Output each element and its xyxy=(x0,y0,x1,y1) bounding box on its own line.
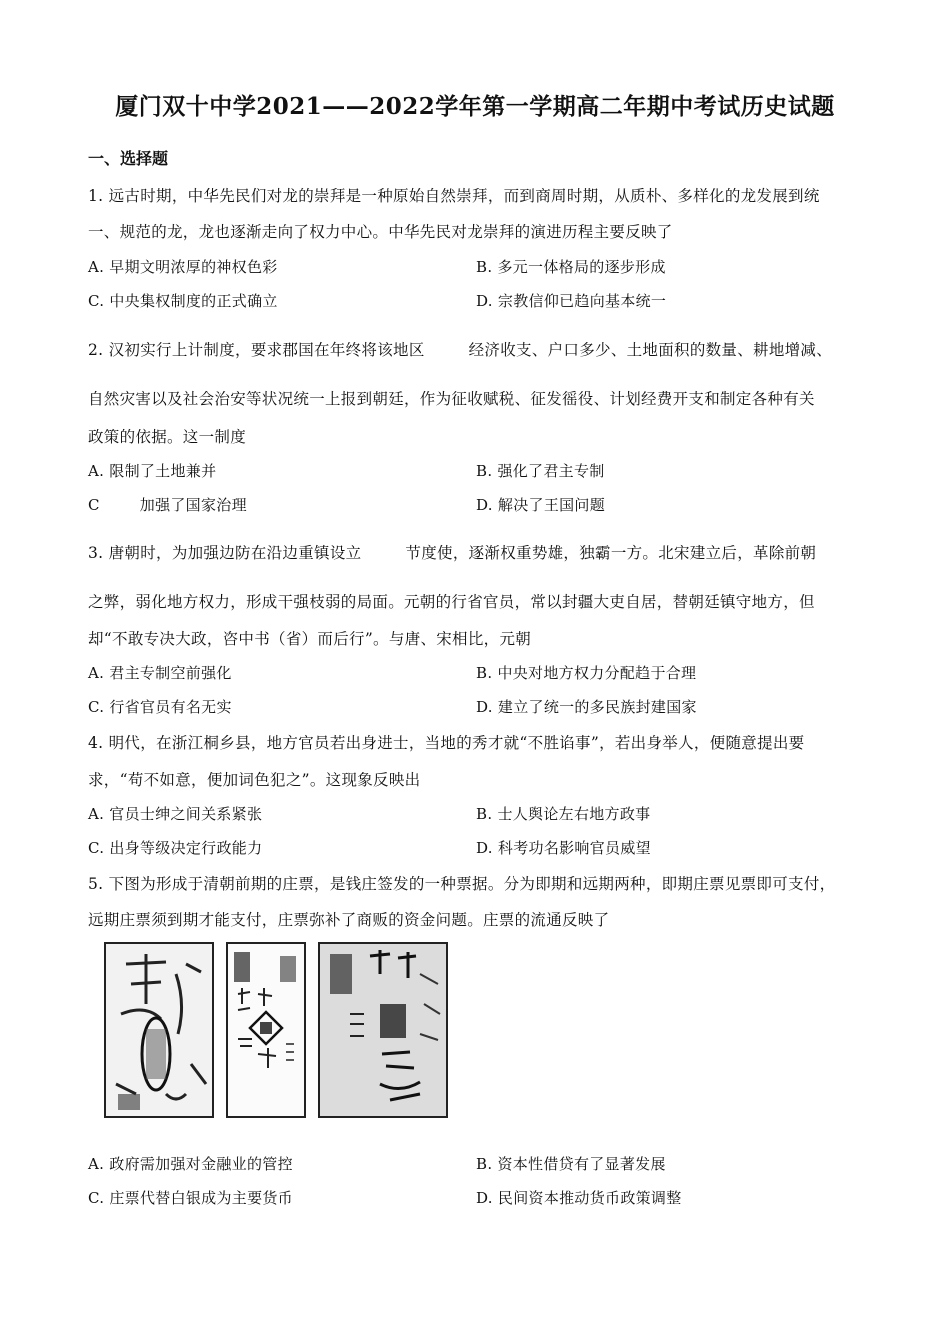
q2-stem-line2: 自然灾害以及社会治安等状况统一上报到朝廷，作为征收赋税、征发徭役、计划经费开支和制定各种有关 xyxy=(88,390,815,408)
banknote-3 xyxy=(318,942,448,1118)
q1-stem-line1: 1. 远古时期，中华先民们对龙的崇拜是一种原始自然崇拜，而到商周时期，从质朴、多样化的龙发展到统 xyxy=(88,187,820,205)
q1-stem-line2: 一、规范的龙，龙也逐渐走向了权力中心。中华先民对龙崇拜的演进历程主要反映了 xyxy=(88,223,673,241)
q3-stem-line2: 之弊，弱化地方权力，形成干强枝弱的局面。元朝的行省官员，常以封疆大吏自居，替朝廷镇守地方，但 xyxy=(88,593,815,611)
q3-stem-line1-part2: 节度使，逐渐权重势雄，独霸一方。北宋建立后，革除前朝 xyxy=(405,544,817,562)
banknote-1 xyxy=(104,942,214,1118)
q4-option-c: C. 出身等级决定行政能力 xyxy=(88,839,263,857)
q2-option-c-label: C xyxy=(88,496,100,514)
q2-option-c xyxy=(88,494,247,515)
q2-stem-line1-part2: 经济收支、户口多少、土地面积的数量、耕地增减、 xyxy=(468,341,833,359)
q3-stem-line3: 却“不敢专决大政，咨中书（省）而后行”。与唐、宋相比，元朝 xyxy=(88,630,532,648)
q5-option-d: D. 民间资本推动货币政策调整 xyxy=(476,1189,682,1207)
banknote-2-drawing xyxy=(228,944,304,1116)
q4-stem-line2: 求，“苟不如意，便加词色犯之”。这现象反映出 xyxy=(88,771,421,789)
q4-option-a: A. 官员士绅之间关系紧张 xyxy=(88,805,263,823)
q2-option-a: A. 限制了土地兼并 xyxy=(88,462,217,480)
q4-stem-line1: 4. 明代，在浙江桐乡县，地方官员若出身进士，当地的秀才就“不胜谄事”，若出身举人，便随意提出要 xyxy=(88,734,805,752)
q1-option-c: C. 中央集权制度的正式确立 xyxy=(88,292,278,310)
q5-option-a: A. 政府需加强对金融业的管控 xyxy=(88,1155,293,1173)
q1-option-a: A. 早期文明浓厚的神权色彩 xyxy=(88,258,278,276)
q4-option-d: D. 科考功名影响官员威望 xyxy=(476,839,651,857)
q2-option-c-text: 加强了国家治理 xyxy=(139,496,247,514)
q2-stem-line3: 政策的依据。这一制度 xyxy=(88,428,247,446)
q5-option-c: C. 庄票代替白银成为主要货币 xyxy=(88,1189,293,1207)
zhuangpiao-image xyxy=(100,938,450,1120)
q3-stem-line1 xyxy=(88,541,816,563)
q1-option-b: B. 多元一体格局的逐步形成 xyxy=(476,258,666,276)
banknote-1-drawing xyxy=(106,944,212,1116)
banknote-2 xyxy=(226,942,306,1118)
q2-stem-line1-part1: 2. 汉初实行上计制度，要求郡国在年终将该地区 xyxy=(88,341,425,359)
q3-option-a: A. 君主专制空前强化 xyxy=(88,664,232,682)
q3-option-b: B. 中央对地方权力分配趋于合理 xyxy=(476,664,697,682)
q2-stem-line1 xyxy=(88,338,832,360)
q5-stem-line1: 5. 下图为形成于清朝前期的庄票，是钱庄签发的一种票据。分为即期和远期两种，即期庄票见票即可支付， xyxy=(88,875,836,893)
section-heading: 一、选择题 xyxy=(88,149,169,168)
banknote-3-drawing xyxy=(320,944,446,1116)
q3-stem-line1-part1: 3. 唐朝时，为加强边防在沿边重镇设立 xyxy=(88,544,362,562)
q5-option-b: B. 资本性借贷有了显著发展 xyxy=(476,1155,666,1173)
q3-option-c: C. 行省官员有名无实 xyxy=(88,698,232,716)
q3-option-d: D. 建立了统一的多民族封建国家 xyxy=(476,698,697,716)
q2-option-d: D. 解决了王国问题 xyxy=(476,496,606,514)
page-title: 厦门双十中学2021——2022学年第一学期高二年期中考试历史试题 xyxy=(115,93,835,120)
q1-option-d: D. 宗教信仰已趋向基本统一 xyxy=(476,292,667,310)
q2-option-b: B. 强化了君主专制 xyxy=(476,462,605,480)
q5-stem-line2: 远期庄票须到期才能支付，庄票弥补了商贩的资金问题。庄票的流通反映了 xyxy=(88,911,610,929)
q4-option-b: B. 士人舆论左右地方政事 xyxy=(476,805,651,823)
